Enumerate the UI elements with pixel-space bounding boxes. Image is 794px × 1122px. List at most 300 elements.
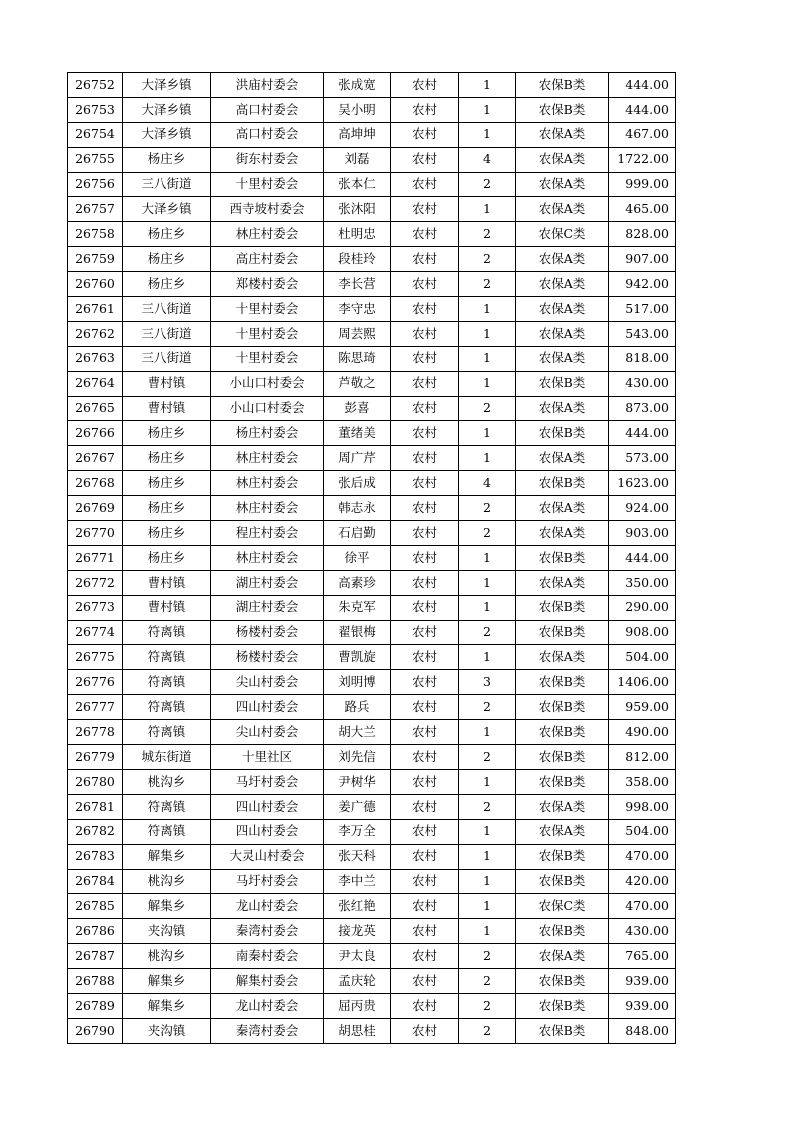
household-count-cell: 1 xyxy=(459,297,516,322)
insurance-category-cell: 农保B类 xyxy=(516,969,609,994)
table-row xyxy=(68,222,676,247)
table-row xyxy=(68,446,676,471)
town-cell: 三八街道 xyxy=(123,297,211,322)
insurance-category-cell: 农保B类 xyxy=(516,73,609,98)
insurance-category-cell: 农保B类 xyxy=(516,769,609,794)
table-row xyxy=(68,321,676,346)
village-committee-cell: 高口村委会 xyxy=(211,97,324,122)
village-committee-cell: 湖庄村委会 xyxy=(211,595,324,620)
village-committee-cell: 十里村委会 xyxy=(211,346,324,371)
village-committee-cell: 尖山村委会 xyxy=(211,670,324,695)
amount-cell: 430.00 xyxy=(609,919,676,944)
household-count-cell: 2 xyxy=(459,620,516,645)
area-type-cell: 农村 xyxy=(391,1018,459,1043)
household-count-cell: 2 xyxy=(459,521,516,546)
household-count-cell: 2 xyxy=(459,247,516,272)
amount-cell: 848.00 xyxy=(609,1018,676,1043)
name-cell: 李长营 xyxy=(324,272,391,297)
town-cell: 符离镇 xyxy=(123,620,211,645)
insurance-category-cell: 农保B类 xyxy=(516,1018,609,1043)
table-row xyxy=(68,346,676,371)
household-count-cell: 1 xyxy=(459,73,516,98)
household-count-cell: 1 xyxy=(459,595,516,620)
amount-cell: 490.00 xyxy=(609,720,676,745)
name-cell: 徐平 xyxy=(324,545,391,570)
serial-number-cell: 26790 xyxy=(68,1018,123,1043)
area-type-cell: 农村 xyxy=(391,745,459,770)
household-count-cell: 1 xyxy=(459,321,516,346)
amount-cell: 444.00 xyxy=(609,97,676,122)
insurance-category-cell: 农保A类 xyxy=(516,122,609,147)
name-cell: 翟银梅 xyxy=(324,620,391,645)
town-cell: 三八街道 xyxy=(123,321,211,346)
insurance-category-cell: 农保B类 xyxy=(516,545,609,570)
table-row xyxy=(68,844,676,869)
table-row xyxy=(68,73,676,98)
village-committee-cell: 洪庙村委会 xyxy=(211,73,324,98)
area-type-cell: 农村 xyxy=(391,496,459,521)
name-cell: 张红艳 xyxy=(324,894,391,919)
household-count-cell: 2 xyxy=(459,222,516,247)
area-type-cell: 农村 xyxy=(391,620,459,645)
name-cell: 石启勤 xyxy=(324,521,391,546)
town-cell: 杨庄乡 xyxy=(123,147,211,172)
area-type-cell: 农村 xyxy=(391,720,459,745)
household-count-cell: 2 xyxy=(459,794,516,819)
town-cell: 杨庄乡 xyxy=(123,471,211,496)
area-type-cell: 农村 xyxy=(391,521,459,546)
serial-number-cell: 26785 xyxy=(68,894,123,919)
amount-cell: 504.00 xyxy=(609,819,676,844)
table-row xyxy=(68,993,676,1018)
area-type-cell: 农村 xyxy=(391,869,459,894)
insurance-category-cell: 农保A类 xyxy=(516,521,609,546)
name-cell: 彭喜 xyxy=(324,396,391,421)
village-committee-cell: 林庄村委会 xyxy=(211,545,324,570)
amount-cell: 908.00 xyxy=(609,620,676,645)
amount-cell: 465.00 xyxy=(609,197,676,222)
insurance-category-cell: 农保B类 xyxy=(516,371,609,396)
table-row xyxy=(68,695,676,720)
village-committee-cell: 林庄村委会 xyxy=(211,222,324,247)
insurance-category-cell: 农保C类 xyxy=(516,222,609,247)
serial-number-cell: 26754 xyxy=(68,122,123,147)
serial-number-cell: 26789 xyxy=(68,993,123,1018)
town-cell: 桃沟乡 xyxy=(123,944,211,969)
area-type-cell: 农村 xyxy=(391,97,459,122)
area-type-cell: 农村 xyxy=(391,545,459,570)
amount-cell: 959.00 xyxy=(609,695,676,720)
amount-cell: 999.00 xyxy=(609,172,676,197)
amount-cell: 818.00 xyxy=(609,346,676,371)
amount-cell: 430.00 xyxy=(609,371,676,396)
insurance-category-cell: 农保A类 xyxy=(516,197,609,222)
village-committee-cell: 郑楼村委会 xyxy=(211,272,324,297)
name-cell: 朱克军 xyxy=(324,595,391,620)
area-type-cell: 农村 xyxy=(391,247,459,272)
town-cell: 曹村镇 xyxy=(123,396,211,421)
serial-number-cell: 26759 xyxy=(68,247,123,272)
village-committee-cell: 南秦村委会 xyxy=(211,944,324,969)
area-type-cell: 农村 xyxy=(391,969,459,994)
town-cell: 三八街道 xyxy=(123,172,211,197)
name-cell: 胡大兰 xyxy=(324,720,391,745)
insurance-category-cell: 农保B类 xyxy=(516,720,609,745)
serial-number-cell: 26783 xyxy=(68,844,123,869)
serial-number-cell: 26766 xyxy=(68,421,123,446)
name-cell: 刘明博 xyxy=(324,670,391,695)
name-cell: 张后成 xyxy=(324,471,391,496)
household-count-cell: 1 xyxy=(459,122,516,147)
village-committee-cell: 四山村委会 xyxy=(211,695,324,720)
town-cell: 大泽乡镇 xyxy=(123,73,211,98)
town-cell: 大泽乡镇 xyxy=(123,97,211,122)
amount-cell: 924.00 xyxy=(609,496,676,521)
insurance-category-cell: 农保A类 xyxy=(516,570,609,595)
serial-number-cell: 26782 xyxy=(68,819,123,844)
serial-number-cell: 26775 xyxy=(68,645,123,670)
serial-number-cell: 26769 xyxy=(68,496,123,521)
amount-cell: 517.00 xyxy=(609,297,676,322)
town-cell: 符离镇 xyxy=(123,794,211,819)
insurance-category-cell: 农保A类 xyxy=(516,247,609,272)
amount-cell: 939.00 xyxy=(609,993,676,1018)
area-type-cell: 农村 xyxy=(391,222,459,247)
serial-number-cell: 26755 xyxy=(68,147,123,172)
serial-number-cell: 26758 xyxy=(68,222,123,247)
table-row xyxy=(68,720,676,745)
area-type-cell: 农村 xyxy=(391,297,459,322)
town-cell: 曹村镇 xyxy=(123,595,211,620)
town-cell: 符离镇 xyxy=(123,720,211,745)
insurance-category-cell: 农保A类 xyxy=(516,172,609,197)
serial-number-cell: 26761 xyxy=(68,297,123,322)
household-count-cell: 1 xyxy=(459,769,516,794)
town-cell: 城东街道 xyxy=(123,745,211,770)
town-cell: 杨庄乡 xyxy=(123,222,211,247)
household-count-cell: 2 xyxy=(459,172,516,197)
amount-cell: 903.00 xyxy=(609,521,676,546)
amount-cell: 828.00 xyxy=(609,222,676,247)
serial-number-cell: 26768 xyxy=(68,471,123,496)
household-count-cell: 2 xyxy=(459,993,516,1018)
table-row xyxy=(68,371,676,396)
name-cell: 韩志永 xyxy=(324,496,391,521)
village-committee-cell: 高口村委会 xyxy=(211,122,324,147)
table-row xyxy=(68,272,676,297)
serial-number-cell: 26780 xyxy=(68,769,123,794)
amount-cell: 998.00 xyxy=(609,794,676,819)
serial-number-cell: 26786 xyxy=(68,919,123,944)
insurance-category-cell: 农保A类 xyxy=(516,819,609,844)
amount-cell: 873.00 xyxy=(609,396,676,421)
area-type-cell: 农村 xyxy=(391,197,459,222)
village-committee-cell: 十里村委会 xyxy=(211,321,324,346)
name-cell: 吴小明 xyxy=(324,97,391,122)
household-count-cell: 2 xyxy=(459,396,516,421)
amount-cell: 470.00 xyxy=(609,844,676,869)
village-committee-cell: 龙山村委会 xyxy=(211,894,324,919)
area-type-cell: 农村 xyxy=(391,944,459,969)
table-row xyxy=(68,471,676,496)
name-cell: 刘先信 xyxy=(324,745,391,770)
serial-number-cell: 26756 xyxy=(68,172,123,197)
amount-cell: 812.00 xyxy=(609,745,676,770)
household-count-cell: 2 xyxy=(459,1018,516,1043)
household-count-cell: 2 xyxy=(459,944,516,969)
area-type-cell: 农村 xyxy=(391,446,459,471)
serial-number-cell: 26752 xyxy=(68,73,123,98)
serial-number-cell: 26771 xyxy=(68,545,123,570)
village-committee-cell: 林庄村委会 xyxy=(211,446,324,471)
area-type-cell: 农村 xyxy=(391,73,459,98)
town-cell: 夹沟镇 xyxy=(123,1018,211,1043)
area-type-cell: 农村 xyxy=(391,819,459,844)
village-committee-cell: 尖山村委会 xyxy=(211,720,324,745)
household-count-cell: 1 xyxy=(459,545,516,570)
amount-cell: 358.00 xyxy=(609,769,676,794)
serial-number-cell: 26772 xyxy=(68,570,123,595)
amount-cell: 467.00 xyxy=(609,122,676,147)
serial-number-cell: 26765 xyxy=(68,396,123,421)
area-type-cell: 农村 xyxy=(391,172,459,197)
name-cell: 周芸熙 xyxy=(324,321,391,346)
serial-number-cell: 26767 xyxy=(68,446,123,471)
village-committee-cell: 街东村委会 xyxy=(211,147,324,172)
area-type-cell: 农村 xyxy=(391,147,459,172)
insurance-category-cell: 农保B类 xyxy=(516,919,609,944)
table-row xyxy=(68,869,676,894)
village-committee-cell: 小山口村委会 xyxy=(211,371,324,396)
area-type-cell: 农村 xyxy=(391,272,459,297)
name-cell: 段桂玲 xyxy=(324,247,391,272)
table-row xyxy=(68,595,676,620)
amount-cell: 939.00 xyxy=(609,969,676,994)
household-count-cell: 1 xyxy=(459,645,516,670)
amount-cell: 444.00 xyxy=(609,73,676,98)
town-cell: 夹沟镇 xyxy=(123,919,211,944)
village-committee-cell: 西寺坡村委会 xyxy=(211,197,324,222)
town-cell: 符离镇 xyxy=(123,819,211,844)
village-committee-cell: 杨楼村委会 xyxy=(211,620,324,645)
household-count-cell: 2 xyxy=(459,695,516,720)
amount-cell: 907.00 xyxy=(609,247,676,272)
area-type-cell: 农村 xyxy=(391,321,459,346)
town-cell: 符离镇 xyxy=(123,670,211,695)
name-cell: 孟庆轮 xyxy=(324,969,391,994)
household-count-cell: 1 xyxy=(459,919,516,944)
name-cell: 李守忠 xyxy=(324,297,391,322)
area-type-cell: 农村 xyxy=(391,919,459,944)
table-row xyxy=(68,570,676,595)
insurance-category-cell: 农保B类 xyxy=(516,844,609,869)
name-cell: 曹凯旋 xyxy=(324,645,391,670)
table-row xyxy=(68,670,676,695)
serial-number-cell: 26764 xyxy=(68,371,123,396)
town-cell: 桃沟乡 xyxy=(123,869,211,894)
village-committee-cell: 马圩村委会 xyxy=(211,869,324,894)
serial-number-cell: 26776 xyxy=(68,670,123,695)
household-count-cell: 1 xyxy=(459,844,516,869)
name-cell: 张成宽 xyxy=(324,73,391,98)
amount-cell: 290.00 xyxy=(609,595,676,620)
table-row xyxy=(68,297,676,322)
table-row xyxy=(68,122,676,147)
name-cell: 张本仁 xyxy=(324,172,391,197)
name-cell: 胡思桂 xyxy=(324,1018,391,1043)
area-type-cell: 农村 xyxy=(391,695,459,720)
town-cell: 符离镇 xyxy=(123,695,211,720)
insurance-category-cell: 农保A类 xyxy=(516,645,609,670)
table-row xyxy=(68,794,676,819)
name-cell: 杜明忠 xyxy=(324,222,391,247)
serial-number-cell: 26778 xyxy=(68,720,123,745)
serial-number-cell: 26774 xyxy=(68,620,123,645)
area-type-cell: 农村 xyxy=(391,844,459,869)
table-row xyxy=(68,545,676,570)
village-committee-cell: 十里村委会 xyxy=(211,172,324,197)
amount-cell: 444.00 xyxy=(609,421,676,446)
table-row xyxy=(68,919,676,944)
household-count-cell: 2 xyxy=(459,272,516,297)
insurance-category-cell: 农保A类 xyxy=(516,297,609,322)
town-cell: 三八街道 xyxy=(123,346,211,371)
household-count-cell: 2 xyxy=(459,745,516,770)
amount-cell: 420.00 xyxy=(609,869,676,894)
table-row xyxy=(68,1018,676,1043)
town-cell: 杨庄乡 xyxy=(123,247,211,272)
table-row xyxy=(68,745,676,770)
village-committee-cell: 十里社区 xyxy=(211,745,324,770)
serial-number-cell: 26757 xyxy=(68,197,123,222)
area-type-cell: 农村 xyxy=(391,371,459,396)
town-cell: 曹村镇 xyxy=(123,570,211,595)
area-type-cell: 农村 xyxy=(391,122,459,147)
insurance-category-cell: 农保B类 xyxy=(516,993,609,1018)
name-cell: 姜广德 xyxy=(324,794,391,819)
serial-number-cell: 26763 xyxy=(68,346,123,371)
area-type-cell: 农村 xyxy=(391,670,459,695)
amount-cell: 765.00 xyxy=(609,944,676,969)
town-cell: 解集乡 xyxy=(123,969,211,994)
amount-cell: 1722.00 xyxy=(609,147,676,172)
village-committee-cell: 秦湾村委会 xyxy=(211,919,324,944)
village-committee-cell: 林庄村委会 xyxy=(211,496,324,521)
village-committee-cell: 小山口村委会 xyxy=(211,396,324,421)
household-count-cell: 1 xyxy=(459,869,516,894)
table-row xyxy=(68,421,676,446)
town-cell: 杨庄乡 xyxy=(123,446,211,471)
amount-cell: 1623.00 xyxy=(609,471,676,496)
table-row xyxy=(68,894,676,919)
name-cell: 张沐阳 xyxy=(324,197,391,222)
name-cell: 李中兰 xyxy=(324,869,391,894)
name-cell: 高坤坤 xyxy=(324,122,391,147)
serial-number-cell: 26760 xyxy=(68,272,123,297)
household-count-cell: 1 xyxy=(459,421,516,446)
table-row xyxy=(68,147,676,172)
serial-number-cell: 26773 xyxy=(68,595,123,620)
table-row xyxy=(68,819,676,844)
name-cell: 芦敬之 xyxy=(324,371,391,396)
area-type-cell: 农村 xyxy=(391,993,459,1018)
household-count-cell: 1 xyxy=(459,346,516,371)
area-type-cell: 农村 xyxy=(391,346,459,371)
serial-number-cell: 26777 xyxy=(68,695,123,720)
area-type-cell: 农村 xyxy=(391,471,459,496)
town-cell: 曹村镇 xyxy=(123,371,211,396)
table-row xyxy=(68,396,676,421)
name-cell: 屈丙贵 xyxy=(324,993,391,1018)
town-cell: 解集乡 xyxy=(123,844,211,869)
name-cell: 周广芹 xyxy=(324,446,391,471)
table-row xyxy=(68,197,676,222)
village-committee-cell: 高庄村委会 xyxy=(211,247,324,272)
serial-number-cell: 26770 xyxy=(68,521,123,546)
amount-cell: 470.00 xyxy=(609,894,676,919)
serial-number-cell: 26779 xyxy=(68,745,123,770)
household-count-cell: 1 xyxy=(459,819,516,844)
serial-number-cell: 26762 xyxy=(68,321,123,346)
town-cell: 解集乡 xyxy=(123,993,211,1018)
village-committee-cell: 四山村委会 xyxy=(211,794,324,819)
amount-cell: 543.00 xyxy=(609,321,676,346)
household-count-cell: 2 xyxy=(459,496,516,521)
amount-cell: 1406.00 xyxy=(609,670,676,695)
area-type-cell: 农村 xyxy=(391,769,459,794)
records-table xyxy=(67,72,676,1044)
name-cell: 高素珍 xyxy=(324,570,391,595)
household-count-cell: 1 xyxy=(459,570,516,595)
insurance-category-cell: 农保A类 xyxy=(516,496,609,521)
town-cell: 杨庄乡 xyxy=(123,545,211,570)
table-row xyxy=(68,645,676,670)
insurance-category-cell: 农保B类 xyxy=(516,595,609,620)
village-committee-cell: 解集村委会 xyxy=(211,969,324,994)
table-row xyxy=(68,620,676,645)
insurance-category-cell: 农保B类 xyxy=(516,670,609,695)
serial-number-cell: 26781 xyxy=(68,794,123,819)
village-committee-cell: 四山村委会 xyxy=(211,819,324,844)
household-count-cell: 1 xyxy=(459,371,516,396)
insurance-category-cell: 农保B类 xyxy=(516,421,609,446)
insurance-category-cell: 农保A类 xyxy=(516,272,609,297)
village-committee-cell: 秦湾村委会 xyxy=(211,1018,324,1043)
village-committee-cell: 杨楼村委会 xyxy=(211,645,324,670)
town-cell: 杨庄乡 xyxy=(123,421,211,446)
name-cell: 董绪美 xyxy=(324,421,391,446)
village-committee-cell: 龙山村委会 xyxy=(211,993,324,1018)
town-cell: 桃沟乡 xyxy=(123,769,211,794)
insurance-category-cell: 农保B类 xyxy=(516,745,609,770)
insurance-category-cell: 农保A类 xyxy=(516,446,609,471)
household-count-cell: 1 xyxy=(459,720,516,745)
village-committee-cell: 林庄村委会 xyxy=(211,471,324,496)
village-committee-cell: 大灵山村委会 xyxy=(211,844,324,869)
town-cell: 大泽乡镇 xyxy=(123,122,211,147)
town-cell: 解集乡 xyxy=(123,894,211,919)
serial-number-cell: 26753 xyxy=(68,97,123,122)
area-type-cell: 农村 xyxy=(391,396,459,421)
insurance-category-cell: 农保A类 xyxy=(516,944,609,969)
area-type-cell: 农村 xyxy=(391,794,459,819)
village-committee-cell: 杨庄村委会 xyxy=(211,421,324,446)
table-row xyxy=(68,769,676,794)
area-type-cell: 农村 xyxy=(391,421,459,446)
town-cell: 杨庄乡 xyxy=(123,272,211,297)
insurance-category-cell: 农保A类 xyxy=(516,321,609,346)
amount-cell: 942.00 xyxy=(609,272,676,297)
